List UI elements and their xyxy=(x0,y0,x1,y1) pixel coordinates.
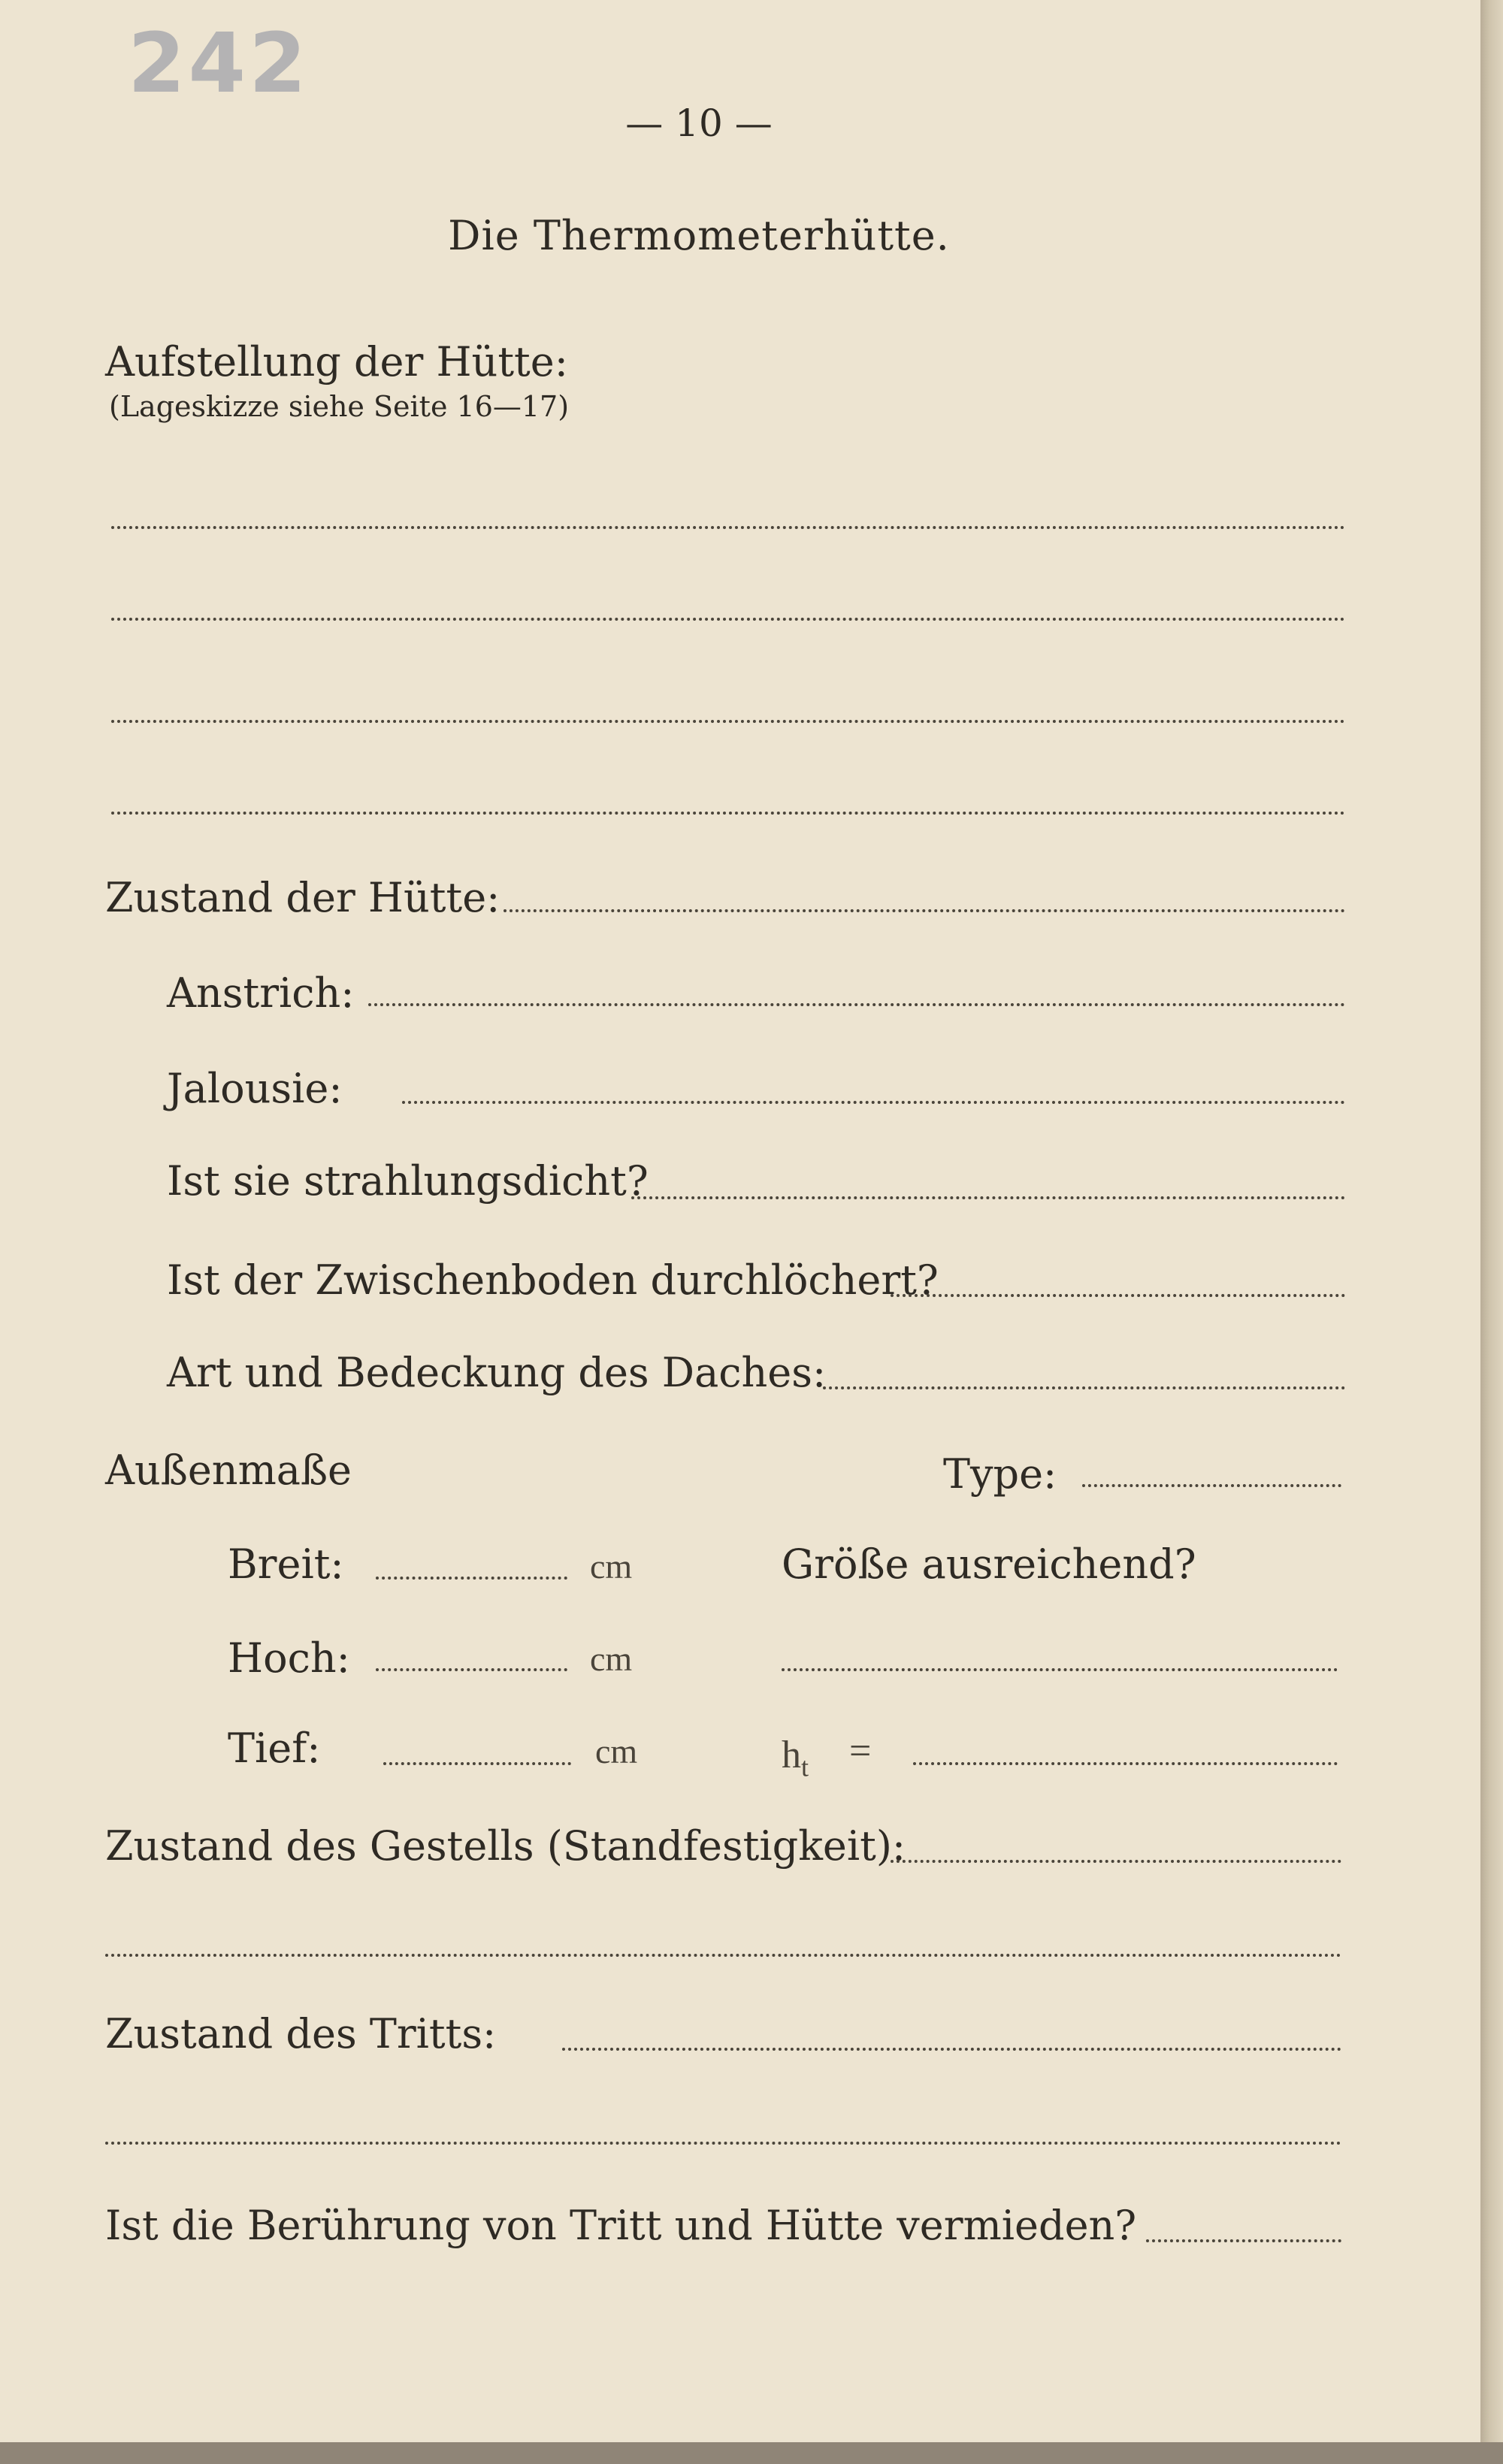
gestell-line-2[interactable] xyxy=(105,1954,1341,1957)
strahlungsdicht-label: Ist sie strahlungsdicht? xyxy=(167,1157,649,1205)
aufstellung-line-4[interactable] xyxy=(111,812,1345,815)
strahlungsdicht-line[interactable] xyxy=(631,1196,1345,1199)
hoch-line[interactable] xyxy=(376,1668,567,1671)
type-label: Type: xyxy=(943,1450,1057,1498)
aussenmasse-label: Außenmaße xyxy=(105,1447,352,1494)
tief-label: Tief: xyxy=(228,1725,321,1772)
archive-stamp: 242 xyxy=(128,15,310,111)
breit-line[interactable] xyxy=(376,1577,567,1580)
tritt-line-2[interactable] xyxy=(105,2142,1341,2145)
jalousie-line[interactable] xyxy=(402,1101,1345,1104)
page-edge-bottom xyxy=(0,2442,1503,2464)
aufstellung-line-3[interactable] xyxy=(111,720,1345,723)
tritt-line[interactable] xyxy=(562,2048,1341,2051)
beruehrung-label: Ist die Berührung von Tritt und Hütte vermieden? xyxy=(105,2202,1137,2249)
zwischenboden-line[interactable] xyxy=(891,1294,1345,1297)
ht-formula xyxy=(782,1736,809,1780)
page-edge-right xyxy=(1480,0,1503,2464)
breit-unit: cm xyxy=(590,1547,633,1586)
groesse-label: Größe ausreichend? xyxy=(782,1540,1196,1588)
page-number: — 10 — xyxy=(625,101,773,145)
tief-unit: cm xyxy=(595,1732,638,1770)
aufstellung-line-1[interactable] xyxy=(111,526,1345,529)
section-title: Die Thermometerhütte. xyxy=(448,212,950,259)
aufstellung-line-2[interactable] xyxy=(111,618,1345,621)
groesse-line[interactable] xyxy=(782,1668,1338,1671)
hoch-label: Hoch: xyxy=(228,1634,350,1682)
tief-line[interactable] xyxy=(383,1762,571,1765)
hoch-unit: cm xyxy=(590,1640,633,1678)
ht-symbol: h xyxy=(782,1734,801,1776)
jalousie-label: Jalousie: xyxy=(167,1065,343,1112)
anstrich-label: Anstrich: xyxy=(167,969,355,1017)
beruehrung-line[interactable] xyxy=(1146,2239,1341,2242)
zwischenboden-label: Ist der Zwischenboden durchlöchert? xyxy=(167,1256,939,1304)
anstrich-line[interactable] xyxy=(368,1003,1345,1006)
type-line[interactable] xyxy=(1082,1484,1341,1487)
aufstellung-note: (Lageskizze siehe Seite 16—17) xyxy=(109,390,570,423)
ht-subscript: t xyxy=(801,1752,809,1782)
gestell-label: Zustand des Gestells (Standfestigkeit): xyxy=(105,1822,906,1870)
breit-label: Breit: xyxy=(228,1540,344,1588)
dach-label: Art und Bedeckung des Daches: xyxy=(167,1349,827,1396)
dach-line[interactable] xyxy=(823,1386,1345,1389)
gestell-line[interactable] xyxy=(891,1860,1341,1863)
zustand-huette-label: Zustand der Hütte: xyxy=(105,874,500,921)
ht-line[interactable] xyxy=(913,1762,1338,1765)
zustand-huette-line[interactable] xyxy=(504,909,1345,912)
aufstellung-label: Aufstellung der Hütte: xyxy=(105,338,568,385)
tritt-label: Zustand des Tritts: xyxy=(105,2010,497,2057)
ht-equals: = xyxy=(849,1730,872,1773)
